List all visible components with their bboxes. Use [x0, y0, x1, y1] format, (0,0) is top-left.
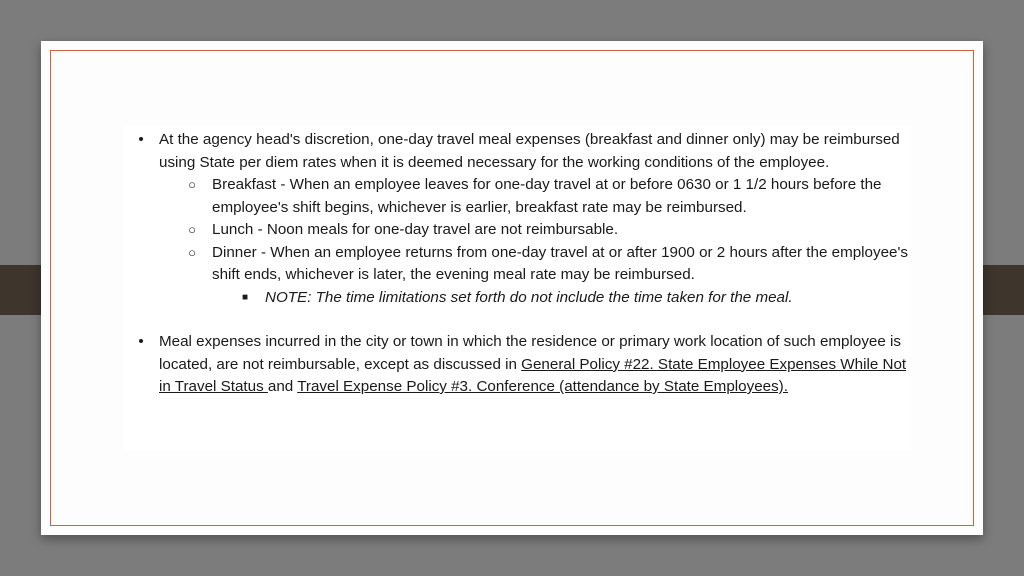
travel-expense-policy-3-link[interactable]: Travel Expense Policy #3. Conference (attendance by State Employees).: [297, 378, 788, 395]
sub-item-dinner: [188, 242, 911, 310]
bullet-item-one-day-meals: [138, 129, 911, 309]
bullet-text: Meal expenses incurred in the city or town in which the residence or primary work location of such employee is located, are not reimbursable, except as discussed in: [159, 333, 901, 373]
square-bullet-icon: ■: [241, 291, 249, 303]
spacer: [159, 309, 911, 331]
sub-item-lunch: [188, 219, 911, 242]
sub-list: [159, 174, 911, 309]
main-bullet-list: [138, 129, 911, 399]
bullet-icon: •: [138, 131, 144, 148]
note-text: NOTE: The time limitations set forth do not include the time taken for the meal.: [265, 288, 793, 306]
bullet-text-between: and: [267, 378, 298, 395]
bullet-item-local-meals: [138, 331, 911, 399]
slide: [41, 41, 983, 535]
sub-item-breakfast: [188, 174, 911, 219]
bullet-icon: •: [138, 333, 144, 350]
note-item: [241, 287, 911, 310]
general-policy-22-link[interactable]: General Policy #22. State Employee Expenses While Not in Travel Status: [159, 355, 907, 395]
sub-item-text: Dinner - When an employee returns from one-day travel at or after 1900 or 2 hours after the employee's shift ends, whichever is later, the evening meal rate may be reimbursed.: [212, 243, 908, 283]
text-box: [123, 126, 911, 450]
sub-item-text: Breakfast - When an employee leaves for one-day travel at or before 0630 or 1 1/2 hours before the employee's shift begins, whichever is earlier, breakfast rate may be reimbursed.: [212, 176, 882, 216]
circle-bullet-icon: ○: [188, 222, 196, 237]
circle-bullet-icon: ○: [188, 244, 196, 260]
circle-bullet-icon: ○: [188, 177, 196, 192]
bullet-text: At the agency head's discretion, one-day travel meal expenses (breakfast and dinner only) may be reimbursed using State per diem rates when it is deemed necessary for the working conditions of the employee.: [159, 131, 900, 171]
sub-sub-list: [212, 287, 911, 310]
sub-item-text: Lunch - Noon meals for one-day travel are not reimbursable.: [212, 221, 619, 238]
